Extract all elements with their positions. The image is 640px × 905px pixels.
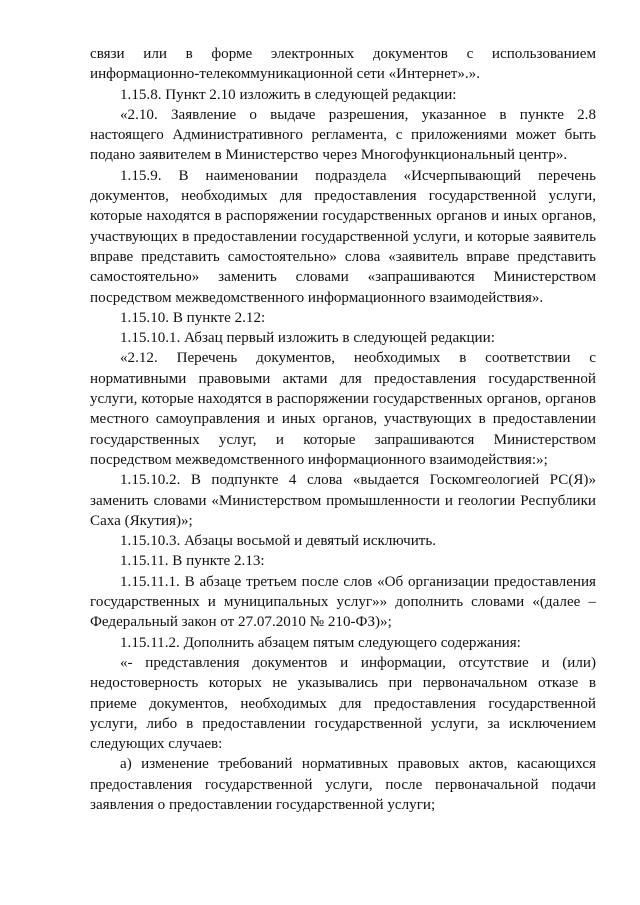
paragraph-item-a: а) изменение требований нормативных правовых актов, касающихся предоставления государственной услуги, после первоначальной подачи заявления о предоставлении государственной услуги; xyxy=(90,756,596,813)
paragraph-added-text: «- представления документов и информации, отсутствие и (или) недостоверность которых не указывались при первоначальном отказе в приеме документов, необходимых для предоставления государственной услуги, либо в предоставлении государственной услуги, за исключением следующих случаев: xyxy=(90,654,596,753)
paragraph-1-15-10-2: 1.15.10.2. В подпункте 4 слова «выдается Госкомгеологией РС(Я)» заменить словами «Министерством промышленности и геологии Республики Саха (Якутия)»; xyxy=(90,472,596,529)
paragraph-1-15-9: 1.15.9. В наименовании подраздела «Исчерпывающий перечень документов, необходимых для предоставления государственной услуги, которые находятся в распоряжении государственных органов и иных органов, участвующих в предоставлении государственной услуги, и которые заявитель вправе представить самостоятельно» слова «заявитель вправе представить самостоятельно» заменить словами «запрашиваются Министерством посредством межведомственного информационного взаимодействия». xyxy=(90,167,596,306)
paragraph-1-15-11-2: 1.15.11.2. Дополнить абзацем пятым следующего содержания: xyxy=(120,634,521,651)
paragraph-1-15-11: 1.15.11. В пункте 2.13: xyxy=(120,553,265,570)
paragraph-continuation: связи или в форме электронных документов с использованием информационно-телекоммуникационной сети «Интернет».». xyxy=(90,46,596,83)
paragraph-2-12-text: «2.12. Перечень документов, необходимых в соответствии с нормативными правовыми актами для предоставления государственной услуги, которые находятся в распоряжении государственных органов, органов местного самоуправления и иных органов, участвующих в предоставлении государственных услуг, и которые запрашиваются Министерством посредством межведомственного информационного взаимодействия:»; xyxy=(90,350,596,468)
paragraph-1-15-11-1: 1.15.11.1. В абзаце третьем после слов «Об организации предоставления государственных и муниципальных услуг»» дополнить словами «(далее – Федеральный закон от 27.07.2010 № 210-ФЗ)»; xyxy=(90,573,596,631)
paragraph-2-10-text: «2.10. Заявление о выдаче разрешения, указанное в пункте 2.8 настоящего Административного регламента, с приложениями может быть подано заявителем в Министерство через Многофункциональный центр». xyxy=(90,106,596,164)
paragraph-1-15-10-1: 1.15.10.1. Абзац первый изложить в следующей редакции: xyxy=(120,330,495,347)
paragraph-1-15-10-3: 1.15.10.3. Абзацы восьмой и девятый исключить. xyxy=(120,533,437,550)
paragraph-1-15-8: 1.15.8. Пункт 2.10 изложить в следующей редакции: xyxy=(120,86,457,103)
paragraph-1-15-10: 1.15.10. В пункте 2.12: xyxy=(120,309,266,326)
